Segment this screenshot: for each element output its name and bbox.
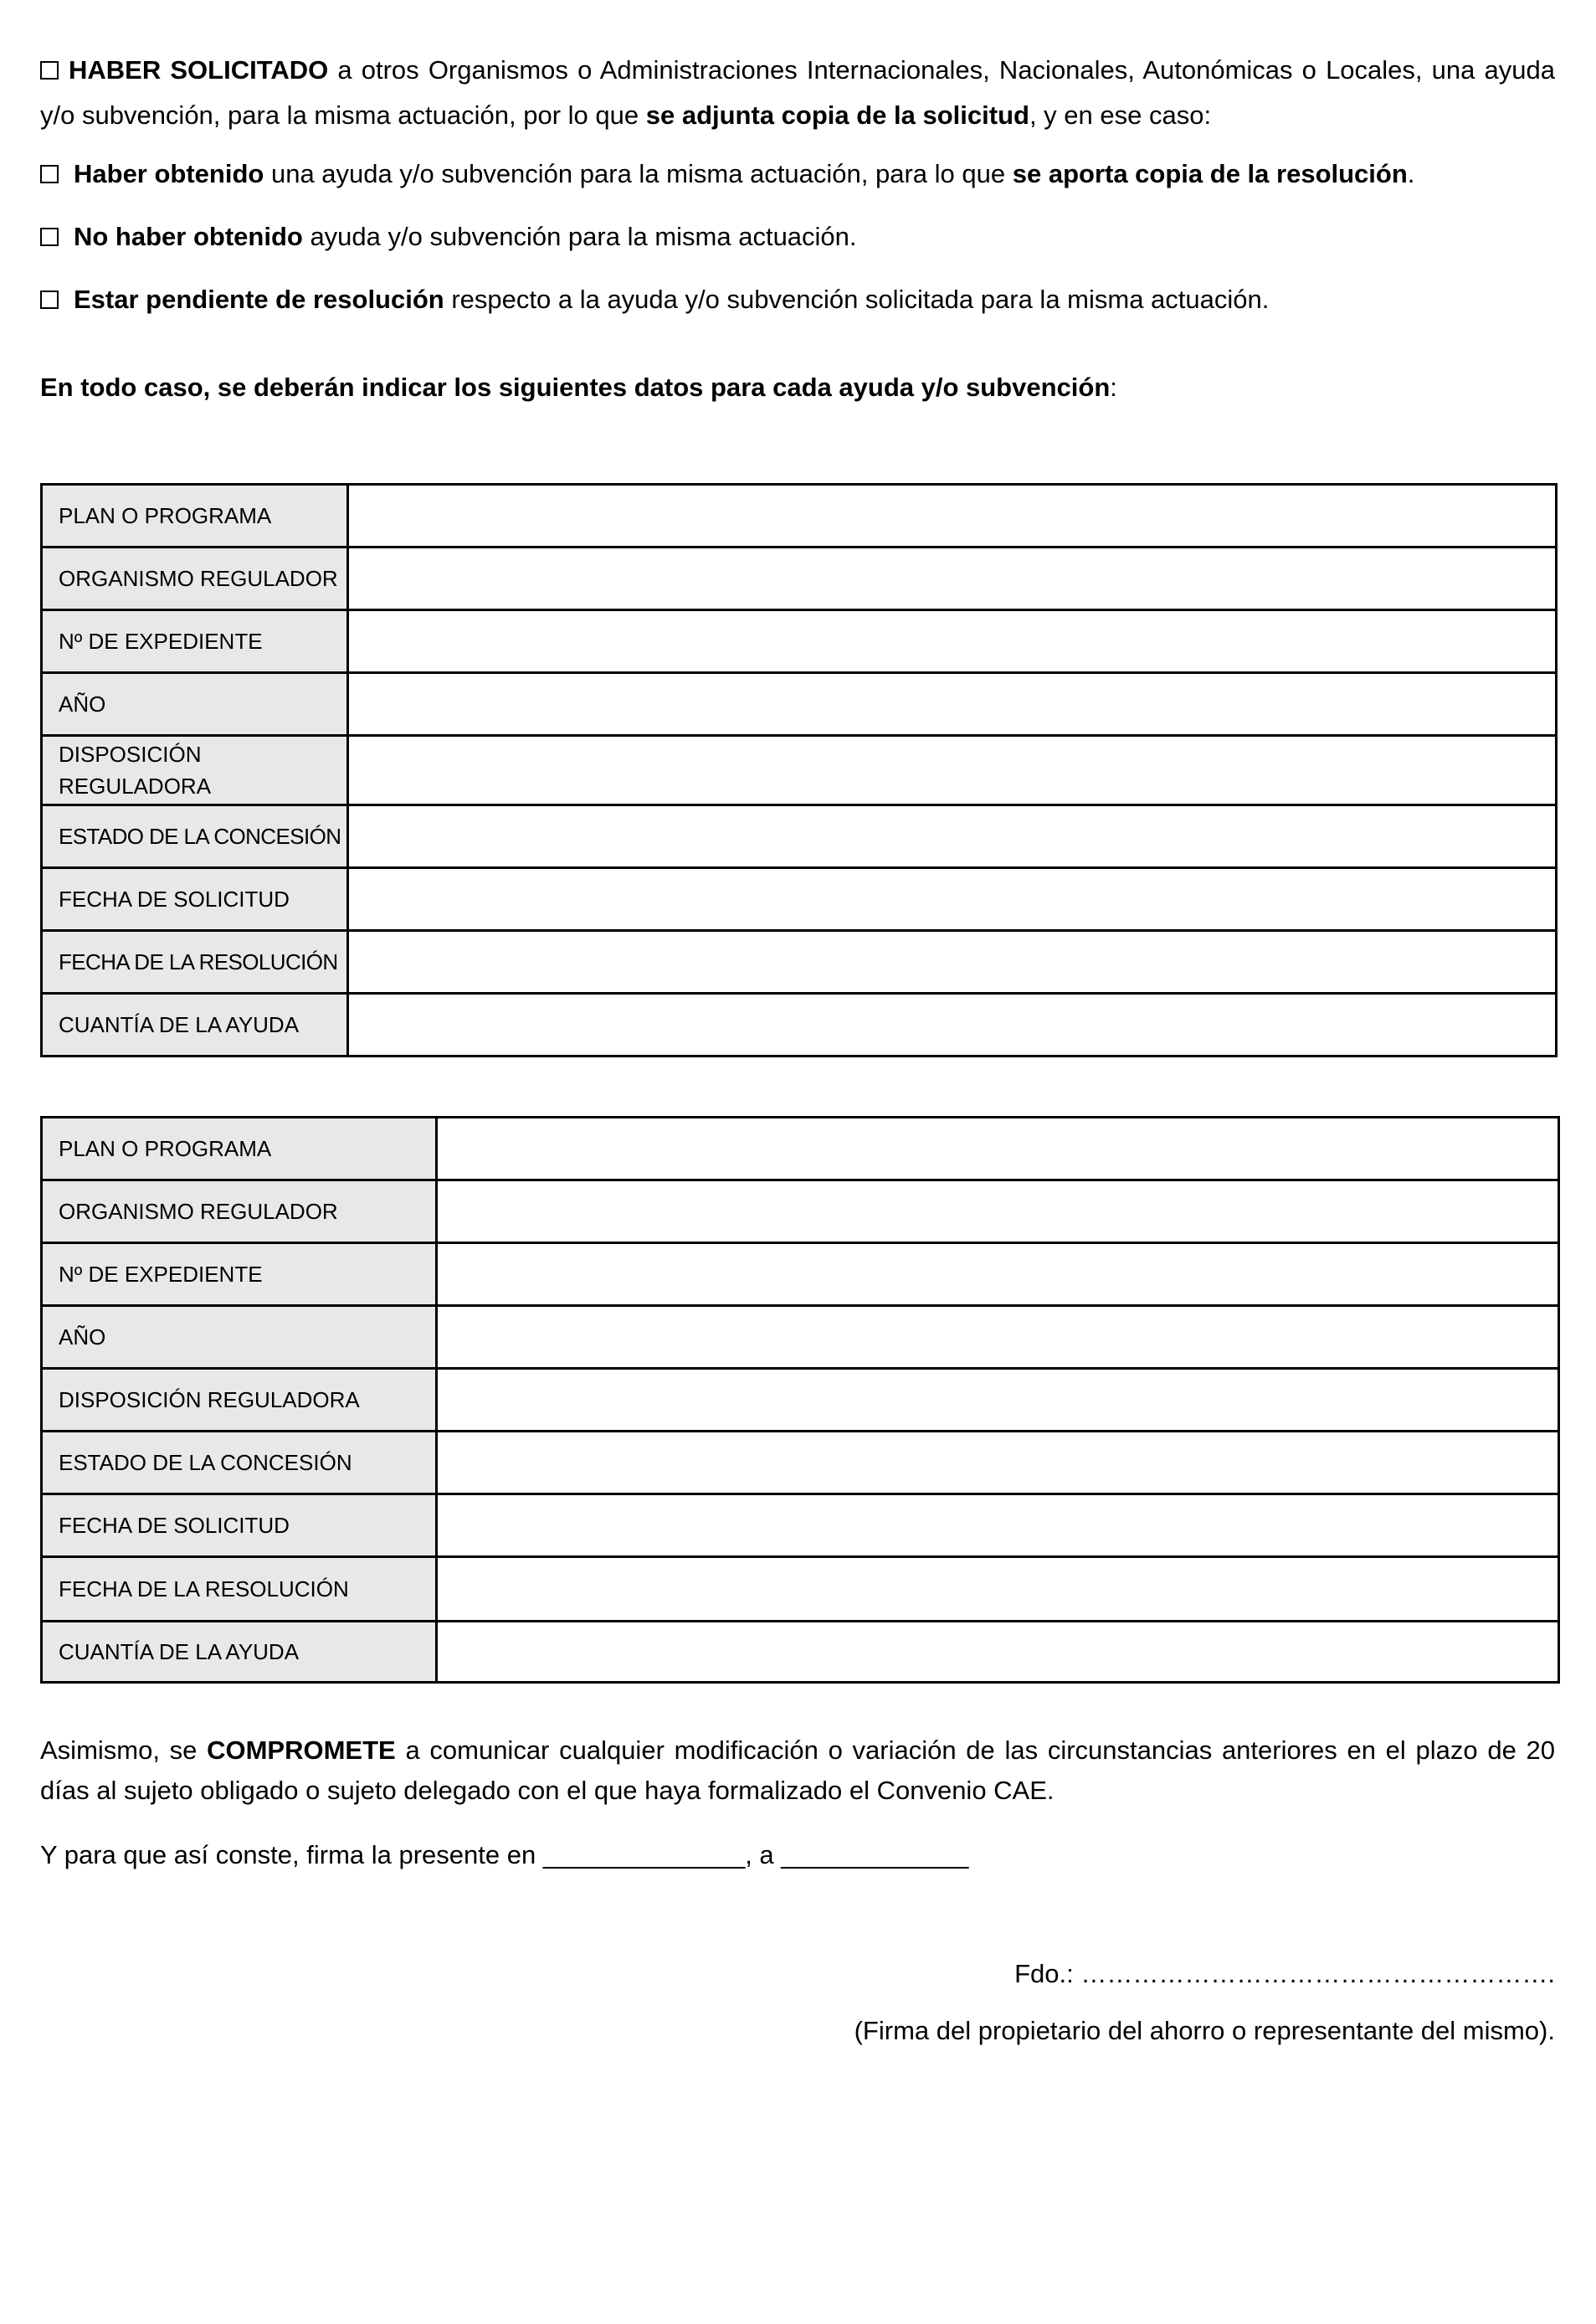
table-row [42, 673, 1557, 736]
option-text-2: . [1407, 159, 1415, 188]
table-row [42, 736, 1557, 805]
row-value-field[interactable] [437, 1369, 1559, 1432]
table-row [42, 1369, 1559, 1432]
row-value-field[interactable] [437, 1118, 1559, 1180]
signature-fdo: Fdo.: ………………………………………………. [1014, 1959, 1555, 1988]
row-label: FECHA DE SOLICITUD [42, 1494, 437, 1557]
option-text: respecto a la ayuda y/o subvención solicitada para la misma actuación. [444, 285, 1270, 314]
option-bold-2: se aporta copia de la resolución [1012, 159, 1408, 188]
table-row [42, 610, 1557, 673]
row-label: ORGANISMO REGULADOR [42, 1180, 437, 1243]
row-label: ESTADO DE LA CONCESIÓN [42, 1432, 437, 1494]
row-label: FECHA DE LA RESOLUCIÓN [42, 931, 348, 994]
instruction-line [40, 371, 1117, 404]
table-row [42, 548, 1557, 610]
aid-table-1 [40, 483, 1558, 1057]
commitment-text-1: Asimismo, se [40, 1735, 208, 1765]
row-label: ORGANISMO REGULADOR [42, 548, 348, 610]
option-haber-obtenido [40, 157, 1414, 191]
table-row [42, 1180, 1559, 1243]
row-label: CUANTÍA DE LA AYUDA [42, 1622, 437, 1683]
option-bold: No haber obtenido [74, 222, 303, 251]
checkbox-pendiente-resolucion[interactable] [40, 290, 59, 309]
row-value-field[interactable] [437, 1306, 1559, 1369]
commitment-bold: COMPROMETE [207, 1735, 396, 1765]
table-row [42, 994, 1557, 1057]
checkbox-no-haber-obtenido[interactable] [40, 228, 59, 246]
intro-bold-2: se adjunta copia de la solicitud [645, 100, 1029, 130]
table-row [42, 1432, 1559, 1494]
table-row [42, 931, 1557, 994]
option-text: una ayuda y/o subvención para la misma actuación, para lo que [264, 159, 1013, 188]
row-label: DISPOSICIÓN REGULADORA [42, 1369, 437, 1432]
row-value-field[interactable] [348, 868, 1557, 931]
checkbox-haber-obtenido[interactable] [40, 165, 59, 183]
commitment-paragraph [40, 1730, 1555, 1811]
row-label: AÑO [42, 1306, 437, 1369]
table-row [42, 805, 1557, 868]
table-row [42, 1494, 1559, 1557]
table-row [42, 485, 1557, 548]
instruction-text: : [1110, 373, 1117, 402]
signature-caption: (Firma del propietario del ahorro o representante del mismo). [854, 2016, 1555, 2045]
row-value-field[interactable] [348, 485, 1557, 548]
row-value-field[interactable] [437, 1494, 1559, 1557]
row-label: Nº DE EXPEDIENTE [42, 610, 348, 673]
instruction-bold: En todo caso, se deberán indicar los siguientes datos para cada ayuda y/o subvención [40, 373, 1111, 402]
table-row [42, 1118, 1559, 1180]
option-bold: Estar pendiente de resolución [74, 285, 444, 314]
row-label: PLAN O PROGRAMA [42, 1118, 437, 1180]
option-text: ayuda y/o subvención para la misma actuación. [302, 222, 857, 251]
row-label: AÑO [42, 673, 348, 736]
row-label: Nº DE EXPEDIENTE [42, 1243, 437, 1306]
intro-bold-label: HABER SOLICITADO [69, 55, 329, 85]
row-value-field[interactable] [348, 736, 1557, 805]
row-value-field[interactable] [348, 994, 1557, 1057]
row-label: FECHA DE LA RESOLUCIÓN [42, 1557, 437, 1622]
row-value-field[interactable] [348, 610, 1557, 673]
place-date-line: Y para que así conste, firma la presente en ______________, a _____________ [40, 1840, 969, 1869]
table-row [42, 1243, 1559, 1306]
option-pendiente-resolucion [40, 283, 1269, 316]
row-value-field[interactable] [437, 1622, 1559, 1683]
option-no-haber-obtenido [40, 220, 857, 254]
table-row [42, 1557, 1559, 1622]
row-value-field[interactable] [437, 1557, 1559, 1622]
row-label: FECHA DE SOLICITUD [42, 868, 348, 931]
checkbox-haber-solicitado[interactable] [40, 61, 59, 80]
option-bold: Haber obtenido [74, 159, 264, 188]
row-value-field[interactable] [437, 1243, 1559, 1306]
table-row [42, 868, 1557, 931]
row-value-field[interactable] [348, 931, 1557, 994]
row-value-field[interactable] [348, 805, 1557, 868]
row-label: PLAN O PROGRAMA [42, 485, 348, 548]
intro-text-1: a otros Organismos o Administraciones Internacionales, Nacionales, Autonómicas o Locales, una ayuda y/o subvención, para la misma actuación, por lo que [40, 55, 1555, 130]
row-value-field[interactable] [348, 673, 1557, 736]
intro-text-3: , y en ese caso: [1029, 100, 1212, 130]
row-label: CUANTÍA DE LA AYUDA [42, 994, 348, 1057]
table-row [42, 1622, 1559, 1683]
row-value-field[interactable] [348, 548, 1557, 610]
commitment-text-2: a comunicar cualquier modificación o variación de las circunstancias anteriores en el plazo de 20 días al sujeto obligado o sujeto delegado con el que haya formalizado el Convenio CAE. [40, 1735, 1556, 1805]
row-label: DISPOSICIÓN REGULADORA [42, 736, 348, 805]
intro-paragraph [40, 48, 1555, 138]
row-value-field[interactable] [437, 1432, 1559, 1494]
row-value-field[interactable] [437, 1180, 1559, 1243]
row-label: ESTADO DE LA CONCESIÓN [42, 805, 348, 868]
table-row [42, 1306, 1559, 1369]
aid-table-2 [40, 1116, 1560, 1684]
